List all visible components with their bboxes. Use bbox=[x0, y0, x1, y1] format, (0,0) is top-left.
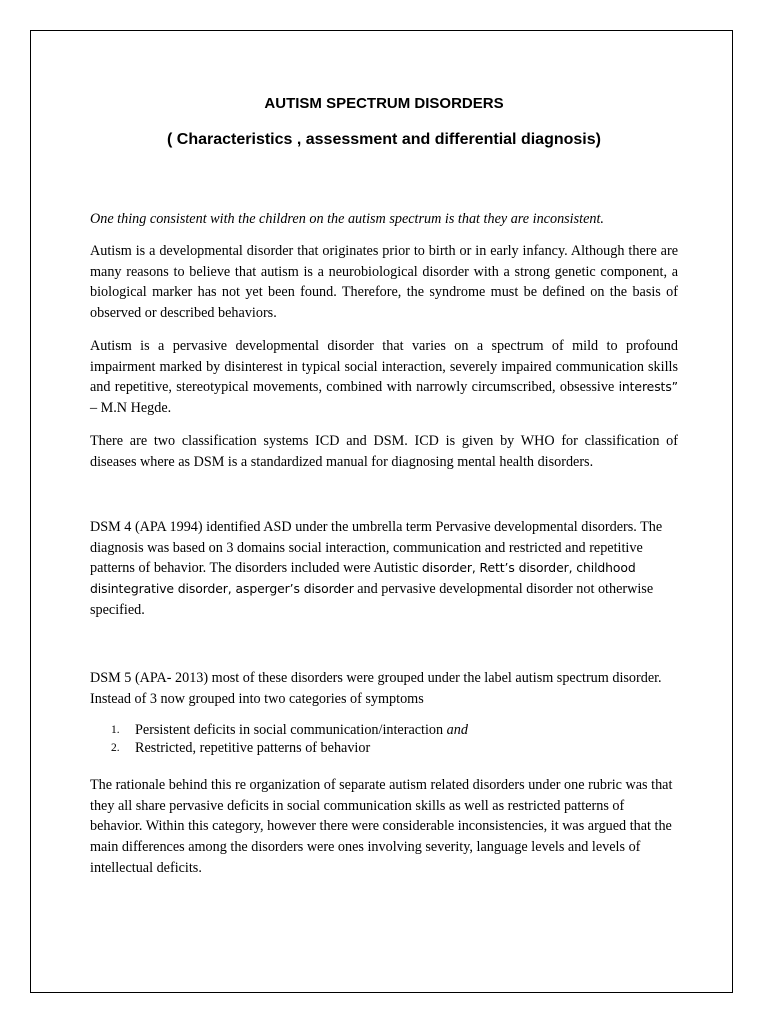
paragraph-rationale: The rationale behind this re organization of separate autism related disorders under one rubric was that they all share pervasive deficits in social communication skills as well as restricted patterns of behavior. Within this category, however there were considerable inconsistencies, it was argued that the main differences among the disorders were ones involving severity, language levels and levels of intellectual deficits. bbox=[90, 777, 673, 876]
list-item-emphasis: and bbox=[446, 722, 468, 738]
list-item-number: 1. bbox=[111, 724, 120, 736]
paragraph-dsm4 bbox=[90, 517, 678, 621]
paragraph-pervasive-disorder-start: Autism is a pervasive developmental disorder that varies on a spectrum of mild to profound impairment marked by disinterest in typical social interaction, severely impaired communication skills and repetitive, stereotypical movements, combined with narrowly circumscribed, obsessive bbox=[90, 338, 678, 396]
paragraph-dsm4-start: DSM 4 (APA 1994) identified ASD under the umbrella term Pervasive developmental disorders. The diagnosis was based on 3 domains social interaction, communication and restricted and repetitive patterns of behavior. The disorders included were Autistic bbox=[90, 519, 663, 577]
opening-quote: One thing consistent with the children on the autism spectrum is that they are inconsistent. bbox=[90, 211, 604, 227]
list-item-text: Restricted, repetitive patterns of behavior bbox=[135, 740, 371, 756]
symptom-categories-list bbox=[111, 721, 671, 757]
list-item bbox=[111, 739, 671, 757]
list-item-text: Persistent deficits in social communication/interaction bbox=[135, 722, 447, 738]
paragraph-pervasive-disorder-sans-word: interests” bbox=[618, 379, 678, 395]
paragraph-pervasive-disorder-end: – M.N Hegde. bbox=[90, 400, 172, 417]
list-item-number: 2. bbox=[111, 742, 120, 754]
document-title: AUTISM SPECTRUM DISORDERS bbox=[264, 95, 504, 112]
document-subtitle: ( Characteristics , assessment and differential diagnosis) bbox=[167, 131, 601, 148]
list-item bbox=[111, 721, 671, 739]
paragraph-autism-definition: Autism is a developmental disorder that originates prior to birth or in early infancy. Although there are many reasons to believe that autism is a neurobiological disorder with a strong genetic component, a biological marker has not yet been found. Therefore, the syndrome must be defined on the basis of observed or described behaviors. bbox=[90, 243, 678, 322]
paragraph-dsm5: DSM 5 (APA- 2013) most of these disorders were grouped under the label autism spectrum disorder. Instead of 3 now grouped into two categories of symptoms bbox=[90, 670, 662, 707]
paragraph-dsm4-end: and pervasive developmental disorder not otherwise specified. bbox=[90, 581, 654, 618]
paragraph-pervasive-disorder bbox=[90, 336, 678, 419]
paragraph-dsm4-disorder-list: disorder, Rett’s disorder, childhood disintegrative disorder, asperger’s disorder bbox=[90, 560, 636, 597]
paragraph-classification-systems: There are two classification systems ICD and DSM. ICD is given by WHO for classification of diseases where as DSM is a standardized manual for diagnosing mental health disorders. bbox=[90, 433, 678, 470]
